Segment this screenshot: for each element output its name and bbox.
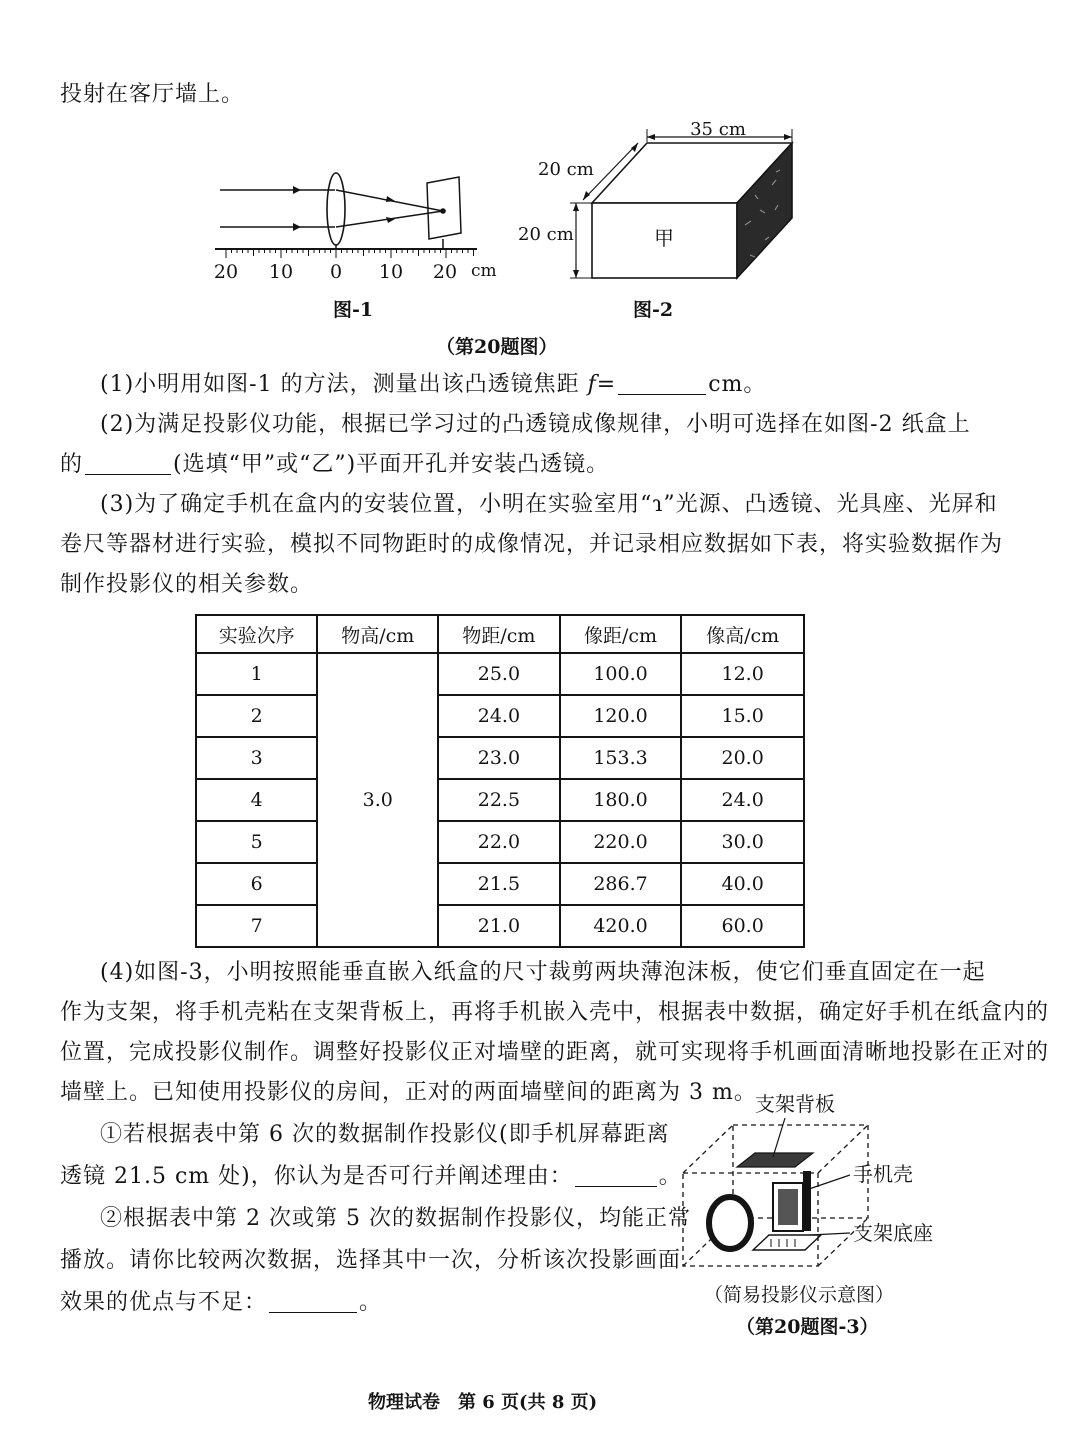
table-cell: 1	[196, 653, 317, 695]
intro-line: 投射在客厅墙上。	[60, 82, 245, 107]
table-row	[196, 905, 804, 947]
q3-line-1: (3)为了确定手机在盒内的安装位置，小明在实验室用“ɿ”光源、凸透镜、光具座、光屏和	[100, 492, 998, 517]
table-header-row	[196, 615, 804, 653]
table-cell: 3	[196, 737, 317, 779]
table-cell: 24.0	[681, 779, 804, 821]
label-backboard: 支架背板	[755, 1092, 835, 1116]
table-cell: 153.3	[560, 737, 682, 779]
table-row	[196, 821, 804, 863]
q1-focal-symbol: f	[587, 372, 597, 397]
table-cell: 2	[196, 695, 317, 737]
table-cell: 15.0	[681, 695, 804, 737]
page-footer: 物理试卷 第 6 页(共 8 页)	[368, 1392, 598, 1413]
fig1-unit-label: cm	[471, 261, 497, 281]
fig2-height-label: 20 cm	[518, 224, 574, 245]
table-cell: 21.5	[438, 863, 560, 905]
table-row	[196, 653, 804, 695]
table-cell: 220.0	[560, 821, 682, 863]
figure-2-caption: 图-2	[633, 299, 674, 321]
fig2-depth-label: 20 cm	[538, 159, 594, 180]
table-row	[196, 737, 804, 779]
q1-answer-blank[interactable]	[618, 372, 706, 395]
table-cell: 6	[196, 863, 317, 905]
table-cell: 60.0	[681, 905, 804, 947]
q3-line-2: 卷尺等器材进行实验，模拟不同物距时的成像情况，并记录相应数据如下表，将实验数据作为	[60, 532, 1004, 557]
q4-sub2-line-2: 播放。请你比较两次数据，选择其中一次，分析该次投影画面	[60, 1248, 682, 1273]
table-cell: 30.0	[681, 821, 804, 863]
fig2-face-label: 甲	[654, 226, 674, 250]
q4-line-1: (4)如图-3，小明按照能垂直嵌入纸盒的尺寸裁剪两块薄泡沫板，使它们垂直固定在一起	[100, 960, 986, 985]
table-row	[196, 695, 804, 737]
figure-group-caption: （第20题图）	[436, 336, 558, 358]
q3-line-3: 制作投影仪的相关参数。	[60, 572, 314, 597]
q1-equals: =	[596, 372, 617, 397]
table-cell: 100.0	[560, 653, 682, 695]
table-cell: 120.0	[560, 695, 682, 737]
table-cell: 420.0	[560, 905, 682, 947]
q4-sub2-line-3	[60, 1288, 382, 1318]
fig1-scale-label: 10	[378, 261, 404, 283]
q2-line-2	[60, 450, 609, 480]
table-cell: 23.0	[438, 737, 560, 779]
figure-1-lens-diagram	[205, 165, 515, 290]
q2-answer-blank[interactable]	[85, 452, 171, 475]
q4-sub2-text: 效果的优点与不足：	[60, 1290, 268, 1315]
table-header: 物高/cm	[317, 615, 438, 653]
experiment-data-table	[195, 614, 805, 948]
table-cell: 12.0	[681, 653, 804, 695]
figure-3-caption: （简易投影仪示意图）	[704, 1284, 895, 1306]
figure-3-projector-diagram	[675, 1085, 965, 1285]
q4-sub2-period: 。	[359, 1290, 383, 1315]
object-height-cell: 3.0	[317, 653, 438, 947]
label-stand-base: 支架底座	[853, 1221, 933, 1245]
label-phone-case: 手机壳	[853, 1162, 913, 1186]
table-header: 实验次序	[196, 615, 317, 653]
table-row	[196, 779, 804, 821]
q4-sub1-answer-blank[interactable]	[575, 1164, 657, 1187]
table-cell: 20.0	[681, 737, 804, 779]
table-cell: 40.0	[681, 863, 804, 905]
fig1-scale-label: 20	[213, 261, 239, 283]
q4-sub2-answer-blank[interactable]	[269, 1290, 357, 1313]
table-cell: 24.0	[438, 695, 560, 737]
table-header: 物距/cm	[438, 615, 560, 653]
figure-1-caption: 图-1	[333, 299, 374, 321]
fig1-scale-label: 20	[432, 261, 458, 283]
q2-text-after: (选填“甲”或“乙”)平面开孔并安装凸透镜。	[173, 452, 610, 477]
table-cell: 5	[196, 821, 317, 863]
q4-sub1-text: 透镜 21.5 cm 处)，你认为是否可行并阐述理由：	[60, 1164, 573, 1189]
fig1-scale-label: 10	[268, 261, 294, 283]
q4-sub2-line-1: ②根据表中第 2 次或第 5 次的数据制作投影仪，均能正常	[100, 1206, 691, 1231]
table-cell: 4	[196, 779, 317, 821]
table-cell: 21.0	[438, 905, 560, 947]
fig1-scale-label: 0	[329, 261, 343, 283]
table-cell: 25.0	[438, 653, 560, 695]
q2-line-1: (2)为满足投影仪功能，根据已学习过的凸透镜成像规律，小明可选择在如图-2 纸盒上	[100, 412, 971, 437]
q4-line-2: 作为支架，将手机壳粘在支架背板上，再将手机嵌入壳中，根据表中数据，确定好手机在纸盒内的	[60, 1000, 1050, 1025]
q1-text: (1)小明用如图-1 的方法，测量出该凸透镜焦距	[100, 372, 588, 397]
table-cell: 7	[196, 905, 317, 947]
q4-line-3: 位置，完成投影仪制作。调整好投影仪正对墙壁的距离，就可实现将手机画面清晰地投影在正对的	[60, 1040, 1050, 1065]
q4-sub1-line-1: ①若根据表中第 6 次的数据制作投影仪(即手机屏幕距离	[100, 1122, 670, 1147]
q4-sub1-period: 。	[658, 1164, 682, 1189]
table-cell: 22.5	[438, 779, 560, 821]
q4-line-4: 墙壁上。已知使用投影仪的房间，正对的两面墙壁间的距离为 3 m。	[60, 1080, 757, 1105]
fig2-width-label: 35 cm	[690, 119, 746, 140]
figure-3-number-caption: （第20题图-3）	[736, 1316, 879, 1338]
table-row	[196, 863, 804, 905]
table-cell: 286.7	[560, 863, 682, 905]
q4-sub1-line-2	[60, 1162, 682, 1192]
figure-2-box-diagram	[510, 115, 810, 290]
table-header: 像距/cm	[560, 615, 682, 653]
q2-text-before: 的	[60, 452, 84, 477]
table-header: 像高/cm	[681, 615, 804, 653]
q1-unit: cm。	[708, 372, 767, 397]
question-1	[100, 370, 766, 400]
table-cell: 22.0	[438, 821, 560, 863]
table-cell: 180.0	[560, 779, 682, 821]
